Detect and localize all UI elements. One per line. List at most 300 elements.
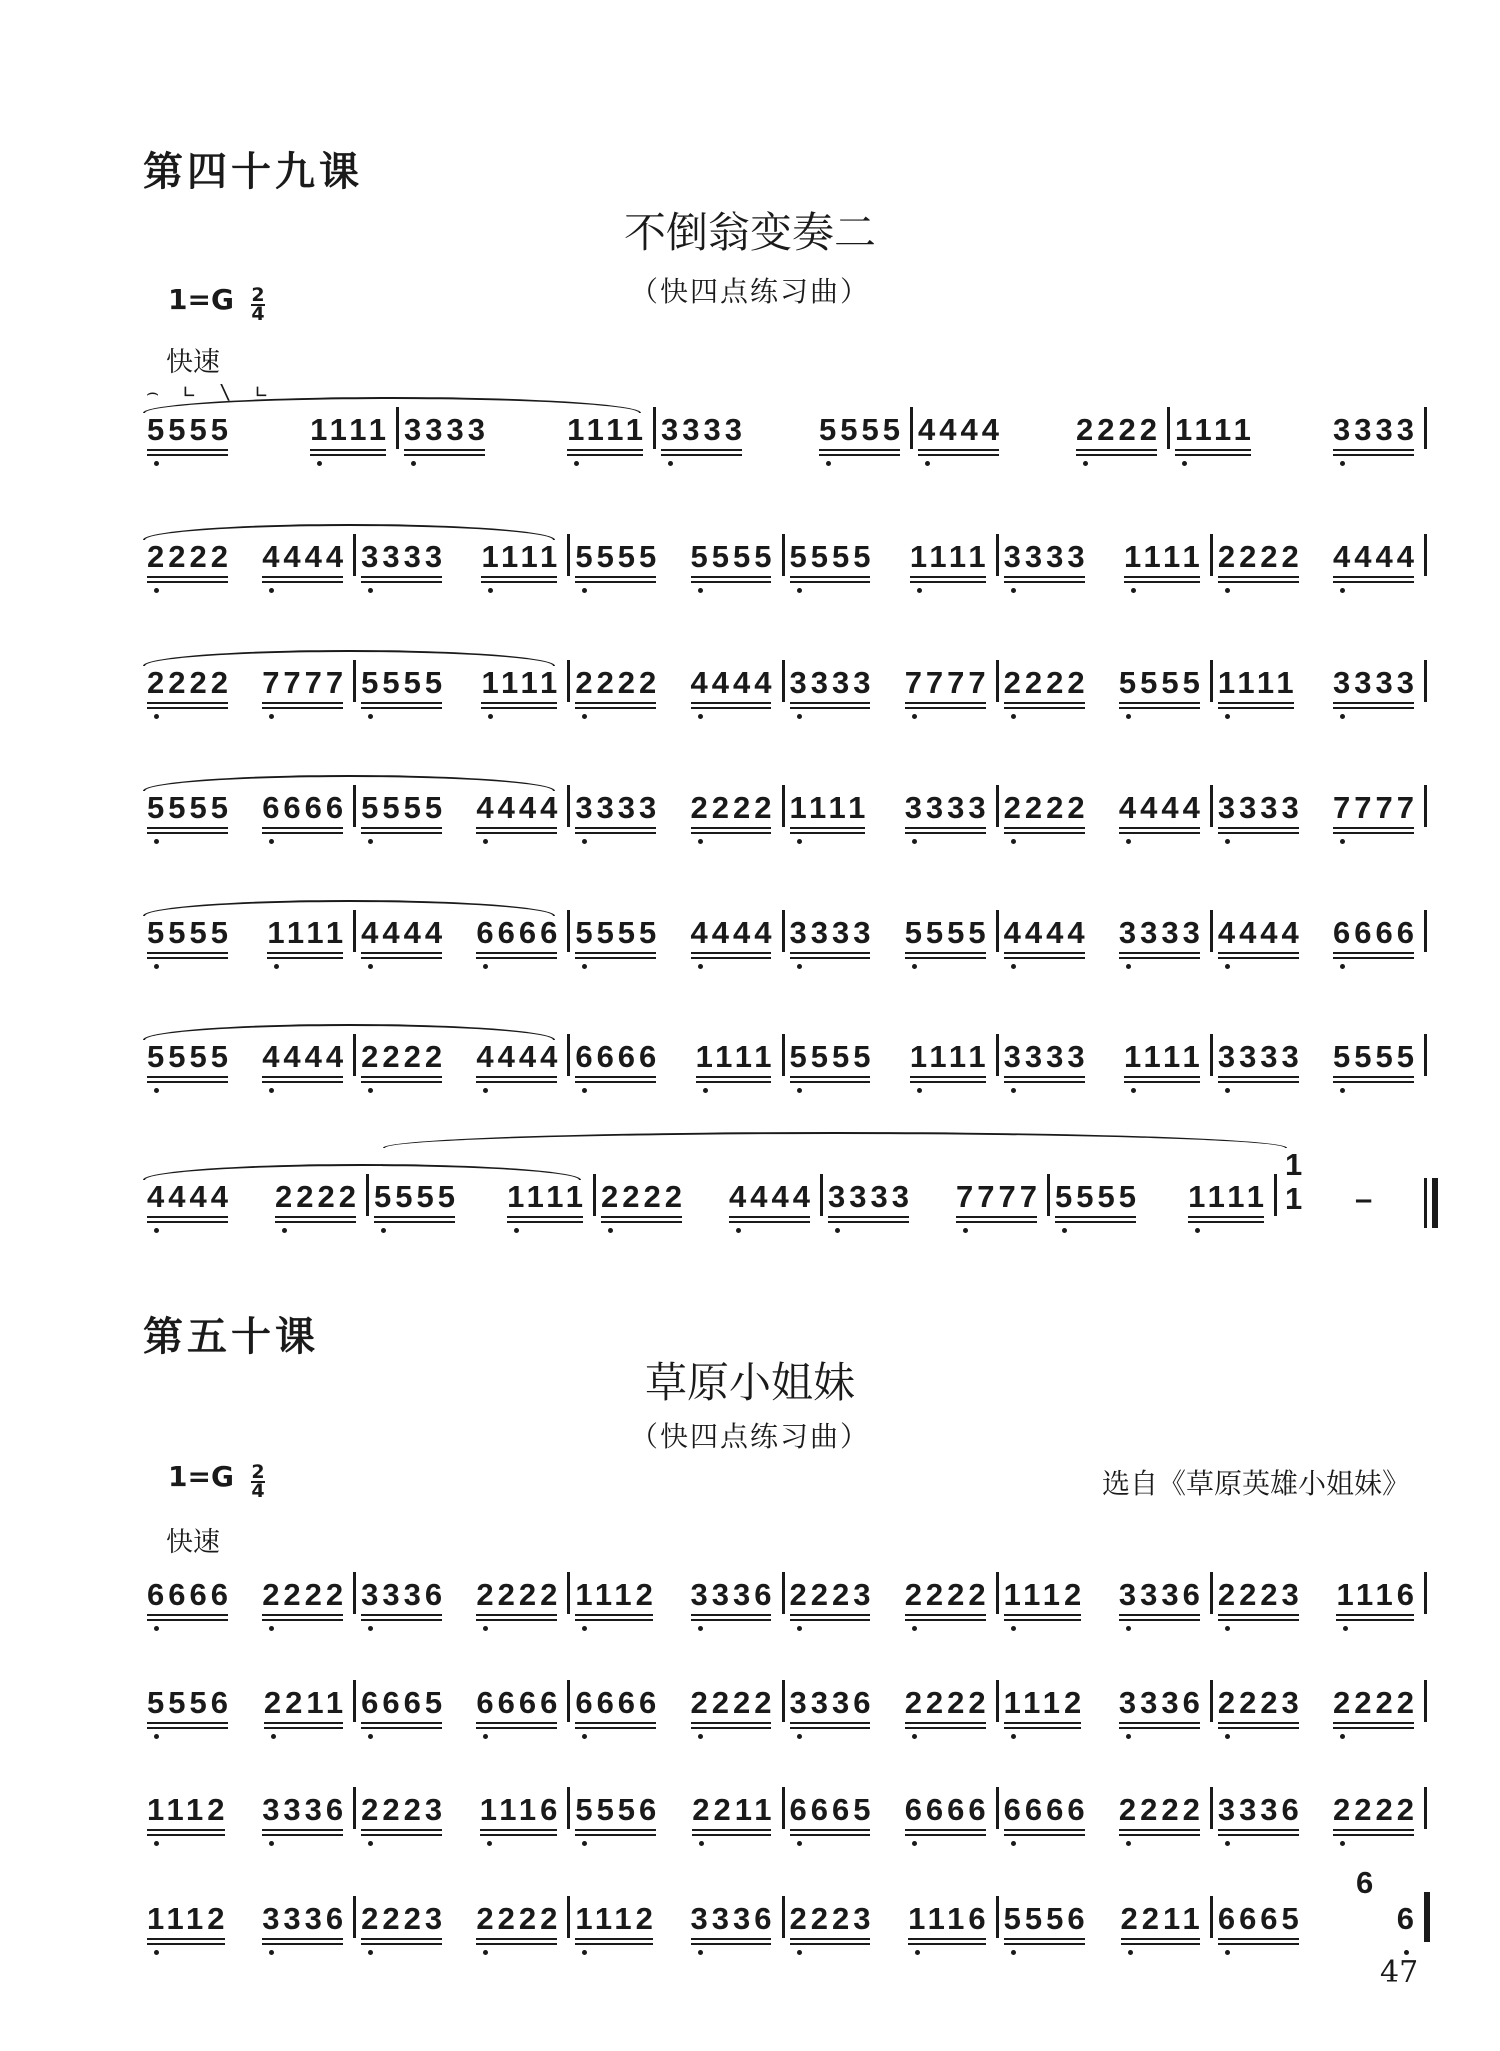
measure	[147, 540, 347, 574]
octave-dot	[1131, 588, 1136, 593]
underline-primary	[147, 1614, 228, 1616]
note-text: 1111	[789, 790, 870, 825]
note-text: 5555	[1333, 1039, 1418, 1074]
note-text: 2222	[476, 1577, 562, 1612]
underline-secondary	[790, 832, 866, 834]
underline-primary	[361, 1722, 442, 1724]
octave-dot	[1128, 1950, 1133, 1955]
note-group	[575, 1686, 660, 1720]
underline-primary	[905, 952, 986, 954]
underline-primary	[1188, 1216, 1264, 1218]
note-text: 2222	[275, 1179, 360, 1214]
octave-dot	[1340, 839, 1345, 844]
underline-primary	[374, 1216, 455, 1218]
underline-secondary	[1188, 1221, 1264, 1223]
octave-dot	[698, 1626, 703, 1631]
underline-primary	[905, 1614, 986, 1616]
barline	[567, 660, 570, 702]
measure	[374, 1180, 587, 1214]
piece-subtitle-49: （快四点练习曲）	[629, 275, 870, 308]
note-text: 6666	[147, 1577, 232, 1612]
octave-dot	[1011, 1841, 1016, 1846]
underline-secondary	[262, 581, 343, 583]
note-text: 5555	[374, 1179, 459, 1214]
note-text: 3336	[361, 1577, 447, 1612]
underline-secondary	[1119, 832, 1200, 834]
underline-primary	[819, 449, 900, 451]
octave-dot	[1340, 1841, 1345, 1846]
note-group	[1119, 791, 1204, 825]
underline-primary	[147, 449, 228, 451]
octave-dot	[368, 1626, 373, 1631]
note-text: 1112	[147, 1792, 229, 1827]
note-group	[1218, 1040, 1303, 1074]
underline-secondary	[147, 1834, 225, 1836]
underline-primary	[262, 1076, 343, 1078]
barline	[353, 785, 356, 827]
underline-primary	[1119, 1829, 1200, 1831]
note-group	[361, 1578, 446, 1612]
underline-primary	[361, 1076, 442, 1078]
underline-secondary	[361, 1619, 442, 1621]
octave-dot	[1011, 964, 1016, 969]
note-group	[147, 413, 232, 447]
underline-primary	[476, 1076, 557, 1078]
octave-dot	[1340, 461, 1345, 466]
underline-primary	[1004, 1722, 1082, 1724]
note-group	[147, 1180, 232, 1214]
octave-dot	[1195, 1228, 1200, 1233]
underline-secondary	[147, 1081, 228, 1083]
note-group	[147, 1040, 232, 1074]
underline-secondary	[147, 1221, 228, 1223]
underline-secondary	[567, 454, 643, 456]
barline	[1424, 407, 1427, 449]
note-group	[1333, 916, 1418, 950]
note-text: 2223	[1217, 1577, 1303, 1612]
note-group	[691, 791, 776, 825]
underline-primary	[790, 1722, 871, 1724]
note-group	[481, 540, 561, 574]
underline-secondary	[905, 957, 986, 959]
underline-secondary	[575, 707, 656, 709]
note-text: 4444	[262, 1039, 348, 1074]
underline-primary	[1333, 952, 1414, 954]
note-group	[910, 540, 990, 574]
note-text: 6666	[575, 1685, 661, 1720]
note-text: 1111	[1175, 412, 1255, 447]
note-text: 4444	[1118, 790, 1204, 825]
underline-primary	[262, 1938, 343, 1940]
underline-primary	[1218, 1938, 1299, 1940]
note-text: 2222	[147, 539, 232, 574]
note-group	[1004, 1902, 1089, 1936]
underline-primary	[1121, 1938, 1200, 1940]
underline-primary	[361, 1938, 442, 1940]
note-group	[905, 916, 990, 950]
underline-secondary	[1218, 957, 1299, 959]
underline-secondary	[575, 581, 656, 583]
slur-arc	[143, 775, 555, 791]
piece-title-50: 草原小姐妹	[644, 1358, 855, 1407]
note-group	[275, 1180, 360, 1214]
octave-dot	[411, 461, 416, 466]
note-text: 3336	[690, 1577, 776, 1612]
underline-primary	[147, 702, 228, 704]
underline-secondary	[790, 957, 871, 959]
octave-dot	[1225, 1950, 1230, 1955]
note-text: 1111	[909, 539, 990, 574]
underline-primary	[481, 702, 557, 704]
barline	[353, 534, 356, 576]
underline-secondary	[575, 1727, 656, 1729]
measure	[1218, 791, 1418, 825]
octave-dot	[582, 1841, 587, 1846]
underline-primary	[262, 576, 343, 578]
measure	[575, 916, 775, 950]
octave-dot	[368, 1734, 373, 1739]
note-text: 2222	[1333, 1685, 1418, 1720]
octave-dot	[154, 839, 159, 844]
octave-dot	[1225, 588, 1230, 593]
note-group	[262, 791, 347, 825]
note-group	[1218, 1686, 1303, 1720]
measure	[828, 1180, 1041, 1214]
meter-bottom: 4	[251, 302, 265, 325]
octave-dot	[271, 1734, 276, 1739]
octave-dot	[1225, 839, 1230, 844]
underline-secondary	[264, 1727, 343, 1729]
note-group	[790, 1578, 875, 1612]
underline-primary	[481, 576, 557, 578]
note-text: 2223	[789, 1577, 875, 1612]
underline-primary	[692, 1829, 771, 1831]
underline-primary	[1333, 1076, 1414, 1078]
octave-dot	[699, 1841, 704, 1846]
underline-secondary	[691, 957, 772, 959]
note-group	[1218, 791, 1303, 825]
measure	[790, 1040, 990, 1074]
underline-primary	[262, 1614, 343, 1616]
barline	[910, 407, 913, 449]
octave-dot	[1225, 714, 1230, 719]
note-group	[310, 413, 390, 447]
underline-primary	[790, 1614, 871, 1616]
note-text: 1111	[1123, 539, 1204, 574]
underline-secondary	[790, 1943, 871, 1945]
note-group	[691, 916, 776, 950]
underline-secondary	[476, 1943, 557, 1945]
note-text: 2223	[1217, 1685, 1303, 1720]
meter-top: 2	[251, 283, 265, 306]
octave-dot	[1011, 839, 1016, 844]
note-text: 6665	[1217, 1901, 1303, 1936]
underline-secondary	[905, 1619, 986, 1621]
underline-secondary	[1336, 1619, 1414, 1621]
octave-dot	[1011, 1734, 1016, 1739]
underline-primary	[1004, 827, 1085, 829]
note-text: 5555	[690, 539, 776, 574]
note-group	[661, 413, 746, 447]
octave-dot	[797, 1734, 802, 1739]
note-group	[262, 1040, 347, 1074]
barline	[593, 1174, 596, 1216]
measure	[575, 1686, 775, 1720]
note-group	[790, 916, 875, 950]
note-group	[476, 1578, 561, 1612]
note-group	[147, 666, 232, 700]
measure	[147, 1902, 347, 1936]
note-group	[1188, 1180, 1268, 1214]
note-text: 6666	[262, 790, 348, 825]
note-group	[1333, 666, 1418, 700]
octave-dot	[1126, 1734, 1131, 1739]
note-group	[575, 666, 660, 700]
meter-top: 2	[251, 1460, 265, 1483]
octave-dot	[668, 461, 673, 466]
underline-primary	[476, 1938, 557, 1940]
lesson-50-heading: 第五十课	[143, 1313, 319, 1360]
measure	[1004, 1793, 1204, 1827]
note-group	[905, 1793, 990, 1827]
barline	[996, 1680, 999, 1722]
note-text: 5555	[361, 665, 447, 700]
underline-primary	[1333, 702, 1414, 704]
note-text: 2222	[1003, 665, 1089, 700]
note-group	[691, 666, 776, 700]
underline-primary	[361, 827, 442, 829]
measure	[147, 1686, 347, 1720]
measure	[790, 791, 990, 825]
note-group	[1124, 540, 1204, 574]
note-group	[575, 540, 660, 574]
octave-dot	[269, 1950, 274, 1955]
note-group	[1004, 540, 1089, 574]
underline-primary	[1218, 576, 1299, 578]
note-text: 2211	[263, 1685, 348, 1720]
underline-primary	[1119, 827, 1200, 829]
measure	[361, 666, 561, 700]
octave-dot	[154, 1841, 159, 1846]
underline-secondary	[819, 454, 900, 456]
underline-primary	[1218, 1829, 1299, 1831]
note-group	[361, 666, 446, 700]
note-text: 6665	[789, 1792, 875, 1827]
note-text: 3333	[1118, 915, 1204, 950]
underline-primary	[1333, 1829, 1414, 1831]
slur-arc	[143, 650, 555, 666]
note-group	[476, 1686, 561, 1720]
note-text: 6666	[1003, 1792, 1089, 1827]
note-group	[575, 916, 660, 950]
note-group	[905, 666, 990, 700]
underline-primary	[361, 702, 442, 704]
note-text: 1111	[1217, 665, 1298, 700]
measure	[1004, 1578, 1204, 1612]
octave-dot	[488, 588, 493, 593]
octave-dot	[1011, 588, 1016, 593]
underline-primary	[729, 1216, 810, 1218]
octave-dot	[154, 714, 159, 719]
measure	[361, 1902, 561, 1936]
underline-secondary	[476, 832, 557, 834]
note-group	[476, 1902, 561, 1936]
underline-secondary	[476, 1081, 557, 1083]
underline-secondary	[1218, 707, 1294, 709]
measure	[1218, 1793, 1418, 1827]
measure	[147, 1180, 360, 1214]
underline-primary	[147, 952, 228, 954]
underline-secondary	[1218, 1081, 1299, 1083]
octave-dot	[269, 1088, 274, 1093]
octave-dot	[1062, 1228, 1067, 1233]
key-label: 1=G	[168, 283, 234, 316]
underline-secondary	[1124, 581, 1200, 583]
underline-secondary	[1333, 957, 1414, 959]
measure	[661, 413, 904, 447]
octave-dot	[698, 1734, 703, 1739]
measure	[790, 1902, 990, 1936]
underline-primary	[264, 1722, 343, 1724]
octave-dot	[381, 1228, 386, 1233]
note-group	[1004, 791, 1089, 825]
underline-secondary	[262, 1943, 343, 1945]
octave-dot	[582, 964, 587, 969]
note-text: 5556	[1003, 1901, 1089, 1936]
barline	[353, 1034, 356, 1076]
octave-dot	[574, 461, 579, 466]
note-text: 2211	[1120, 1901, 1204, 1936]
measure	[1218, 916, 1418, 950]
octave-dot	[736, 1228, 741, 1233]
notation-row	[143, 648, 1428, 748]
underline-primary	[661, 449, 742, 451]
barline	[782, 534, 785, 576]
slur-arc	[143, 900, 555, 916]
note-text: 3333	[1003, 539, 1089, 574]
notation-row	[143, 898, 1428, 998]
note-group	[691, 1686, 776, 1720]
note-group	[262, 540, 347, 574]
underline-secondary	[361, 1943, 442, 1945]
note-group	[1004, 666, 1089, 700]
octave-dot	[1340, 1734, 1345, 1739]
note-group	[147, 1578, 232, 1612]
underline-primary	[1004, 1938, 1085, 1940]
note-text: 5555	[361, 790, 447, 825]
note-group	[404, 413, 489, 447]
measure	[147, 666, 347, 700]
note-text: 1116	[1336, 1577, 1418, 1612]
barline	[996, 1896, 999, 1938]
octave-dot	[483, 839, 488, 844]
barline	[567, 910, 570, 952]
note-text: 3333	[575, 790, 661, 825]
underline-secondary	[575, 832, 656, 834]
underline-primary	[1055, 1216, 1136, 1218]
underline-secondary	[262, 707, 343, 709]
measure	[147, 413, 390, 447]
measure	[790, 666, 990, 700]
note-group	[1076, 413, 1161, 447]
measure	[1218, 1686, 1418, 1720]
note-group	[147, 1793, 229, 1827]
underline-secondary	[147, 707, 228, 709]
note-text: 5555	[1118, 665, 1204, 700]
note-text: 4444	[262, 539, 348, 574]
underline-secondary	[275, 1221, 356, 1223]
octave-dot	[488, 714, 493, 719]
underline-secondary	[661, 454, 742, 456]
octave-dot	[483, 1626, 488, 1631]
octave-dot	[1225, 1841, 1230, 1846]
note-text: 1111	[507, 1179, 587, 1214]
barline	[1424, 1034, 1427, 1076]
note-text: 4444	[729, 1179, 814, 1214]
underline-primary	[147, 1076, 228, 1078]
underline-primary	[691, 1938, 772, 1940]
barline	[353, 1680, 356, 1722]
underline-secondary	[696, 1081, 772, 1083]
octave-dot	[368, 588, 373, 593]
note-text: 1112	[575, 1577, 657, 1612]
underline-secondary	[1218, 1943, 1299, 1945]
underline-primary	[1124, 1076, 1200, 1078]
measure	[147, 1793, 347, 1827]
note-text: 2222	[1217, 539, 1303, 574]
note-group	[476, 791, 561, 825]
note-group	[262, 1793, 347, 1827]
underline-secondary	[480, 1834, 558, 1836]
note-group	[567, 413, 647, 447]
note-text: 2222	[1333, 1792, 1418, 1827]
key-label: 1=G	[168, 1460, 234, 1493]
measure	[790, 1793, 990, 1827]
octave-dot	[912, 839, 917, 844]
underline-secondary	[147, 1943, 225, 1945]
underline-primary	[790, 702, 871, 704]
octave-dot	[917, 588, 922, 593]
note-text: 1111	[267, 915, 348, 950]
underline-secondary	[575, 1943, 653, 1945]
underline-secondary	[691, 1727, 772, 1729]
barline	[782, 1034, 785, 1076]
underline-primary	[910, 576, 986, 578]
note-group	[481, 666, 561, 700]
octave-dot	[274, 964, 279, 969]
underline-primary	[908, 1938, 986, 1940]
octave-dot	[826, 461, 831, 466]
note-text: 5555	[1055, 1179, 1140, 1214]
octave-dot	[912, 964, 917, 969]
note-text: 1111	[695, 1039, 776, 1074]
underline-secondary	[956, 1221, 1037, 1223]
note-text: 2222	[361, 1039, 447, 1074]
note-text: 4444	[690, 915, 776, 950]
note-group	[1336, 1578, 1418, 1612]
meter-bottom: 4	[251, 1479, 265, 1502]
octave-dot	[698, 964, 703, 969]
octave-dot	[797, 1088, 802, 1093]
note-group	[147, 791, 232, 825]
underline-secondary	[361, 581, 442, 583]
note-group	[1004, 916, 1089, 950]
note-text: 3333	[1333, 412, 1418, 447]
note-text: 1111	[481, 539, 562, 574]
underline-secondary	[601, 1221, 682, 1223]
note-text: 5555	[789, 1039, 875, 1074]
underline-primary	[575, 1722, 656, 1724]
